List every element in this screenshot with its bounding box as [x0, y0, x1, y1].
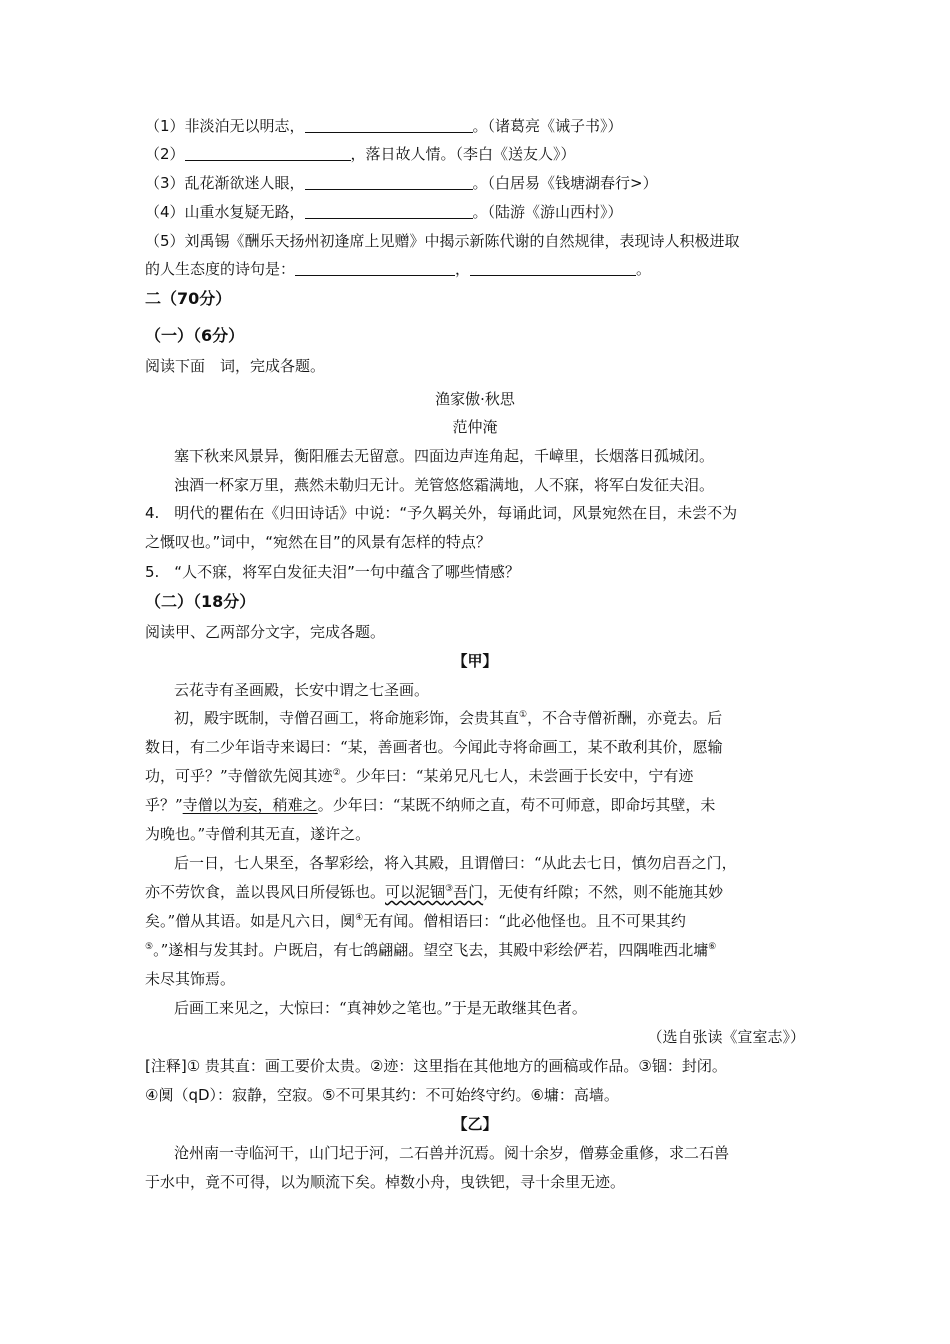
answer-blank[interactable]	[305, 203, 473, 219]
notes-line: ④阒（qD）：寂静，空寂。⑤不可果其约：不可始终守约。⑥墉：高墙。	[145, 1086, 619, 1104]
passage-line: 数日，有二少年诣寺来谒曰：“某，善画者也。今闻此寺将命画工，某不敢利其价，愿输	[145, 738, 723, 756]
part-intro: 阅读甲、乙两部分文字，完成各题。	[145, 623, 386, 641]
passage-line: 未尽其饰焉。	[145, 970, 236, 988]
text-yi-title: 【乙】	[452, 1115, 498, 1133]
passage-line: ⑤。”遂相与发其封。户既启，有七鸽翩翩。望空飞去，其殿中彩绘俨若，四隅唯西北墉⑥	[145, 941, 717, 959]
answer-blank[interactable]	[305, 117, 473, 133]
poem-title: 渔家傲·秋思	[435, 390, 515, 408]
dictation-q5-line2: 的人生态度的诗句是： ， 。	[145, 260, 652, 278]
poem-line: 塞下秋来风景异，衡阳雁去无留意。四面边声连角起，千嶂里，长烟落日孤城闭。	[174, 447, 715, 465]
passage-line: 矣。”僧从其语。如是凡六日，阒④无有闻。僧相语曰：“此必他怪也。且不可果其约	[145, 912, 686, 930]
footnote-ref: ⑤	[145, 942, 154, 952]
passage-line: 亦不劳饮食，盖以畏风日所侵铄也。可以泥锢③吾门，无使有纤隙；不然，则不能施其妙	[145, 883, 724, 901]
footnote-ref: ⑥	[708, 942, 717, 952]
passage-line: 初，殿宇既制，寺僧召画工，将命施彩饰，会贵其直①，不合寺僧祈酬，亦竟去。后	[174, 709, 723, 727]
footnote-ref: ④	[355, 913, 364, 923]
passage-line: 沧州南一寺临河干，山门圮于河，二石兽并沉焉。阅十余岁，僧募金重修，求二石兽	[174, 1144, 730, 1162]
footnote-ref: ③	[445, 884, 454, 894]
question-5: 5. “人不寐，将军白发征夫泪”一句中蕴含了哪些情感？	[145, 563, 520, 581]
passage-source: （选自张读《宣室志》）	[647, 1028, 805, 1046]
answer-blank[interactable]	[185, 145, 351, 161]
dictation-q2: （2） ，落日故人情。（李白《送友人》）	[145, 145, 576, 163]
part-heading: （二）（18分）	[145, 592, 256, 611]
notes-line: [注释]① 贵其直：画工要价太贵。②迹：这里指在其他地方的画稿或作品。③锢：封闭。	[145, 1057, 727, 1075]
passage-line: 乎？”寺僧以为妄，稍难之。少年曰：“某既不纳师之直，苟不可师意，即命圬其壁，未	[145, 796, 716, 814]
passage-line: 云花寺有圣画殿，长安中谓之七圣画。	[174, 681, 430, 699]
dictation-q3: （3）乱花渐欲迷人眼， 。（白居易《钱塘湖春行>）	[145, 174, 658, 192]
dictation-q5-line1: （5）刘禹锡《酬乐天扬州初逢席上见赠》中揭示新陈代谢的自然规律，表现诗人积极进取	[145, 232, 740, 250]
question-4-line1: 4. 明代的瞿佑在《归田诗话》中说：“予久羁关外，每诵此词，风景宛然在目，未尝不为	[145, 504, 738, 522]
text-jia-title: 【甲】	[452, 652, 498, 670]
passage-line: 于水中，竟不可得，以为顺流下矣。棹数小舟，曳铁钯，寻十余里无迹。	[145, 1173, 626, 1191]
footnote-ref: ①	[519, 710, 528, 720]
passage-line: 后一日，七人果至，各挈彩绘，将入其殿，且谓僧曰：“从此去七日，慎勿启吾之门，	[174, 854, 737, 872]
answer-blank[interactable]	[305, 174, 473, 190]
passage-line: 功，可乎？”寺僧欲先阅其迹②。少年曰：“某弟兄凡七人，未尝画于长安中，宁有迹	[145, 767, 694, 785]
section-heading: 二（70分）	[145, 289, 232, 308]
part-heading: （一）（6分）	[145, 326, 245, 345]
poem-line: 浊酒一杯家万里，燕然未勒归无计。羌管悠悠霜满地，人不寐，将军白发征夫泪。	[174, 476, 715, 494]
footnote-ref: ②	[332, 768, 341, 778]
part-intro: 阅读下面 词，完成各题。	[145, 357, 326, 375]
dictation-q1: （1）非淡泊无以明志， 。（诸葛亮《诫子书》）	[145, 117, 623, 135]
answer-blank[interactable]	[295, 260, 455, 276]
question-4-line2: 之慨叹也。”词中，“宛然在目”的风景有怎样的特点？	[145, 533, 491, 551]
poem-author: 范仲淹	[452, 418, 498, 436]
underlined-phrase: 寺僧以为妄，稍难之	[182, 796, 318, 814]
passage-line: 为晚也。”寺僧利其无直，遂许之。	[145, 825, 371, 843]
answer-blank[interactable]	[470, 260, 636, 276]
passage-line: 后画工来见之，大惊曰：“真神妙之笔也。”于是无敢继其色者。	[174, 999, 587, 1017]
dictation-q4: （4）山重水复疑无路， 。（陆游《游山西村》）	[145, 203, 623, 221]
underlined-phrase: 可以泥锢③吾门	[385, 883, 484, 901]
